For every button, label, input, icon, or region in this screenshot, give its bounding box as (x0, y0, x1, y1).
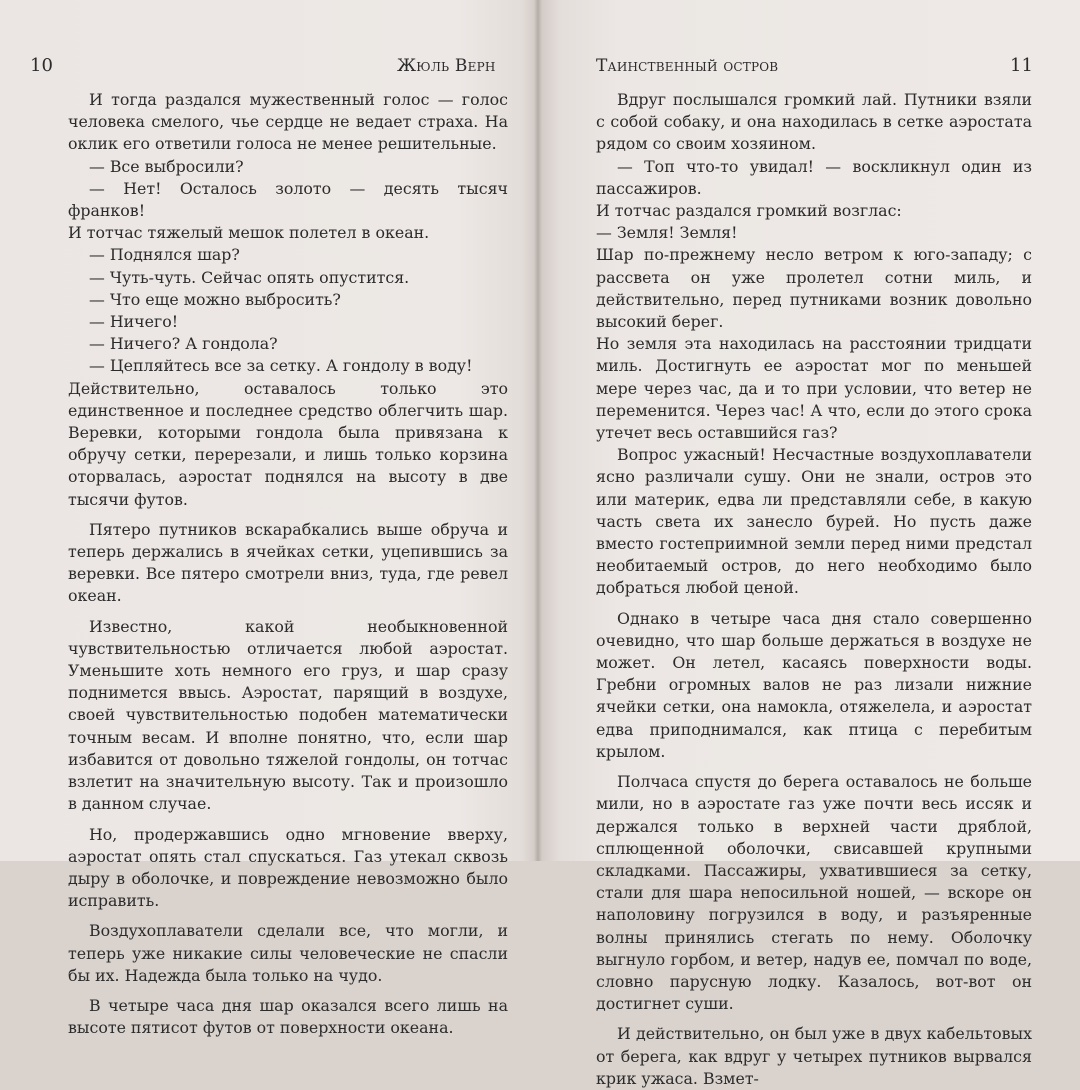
dialogue-line: — Нет! Осталось золото — десять тысяч франков! (68, 178, 508, 221)
paragraph: Но земля эта находилась на расстоянии тридцати миль. Достигнуть ее аэростат мог по меньшей мере через час, да и то при условии, что ветер не переменится. Через час! А что, если до этого срока утечет весь оставшийся газ? (596, 334, 1032, 443)
dialogue-line: — Поднялся шар? (89, 245, 240, 265)
page-number-right: 11 (1010, 55, 1033, 76)
paragraph: Шар по-прежнему несло ветром к юго-западу; с рассвета он уже пролетел сотни миль, и действительно, перед путниками возник довольно высокий берег. (596, 245, 1032, 332)
running-head-title: Таинственный остров (596, 56, 779, 76)
paragraph: Пятеро путников вскарабкались выше обруча и теперь держались в ячейках сетки, уцепившись за веревки. Все пятеро смотрели вниз, туда, где ревел океан. (68, 519, 508, 606)
paragraph: И тотчас раздался громкий возглас: (596, 201, 902, 221)
dialogue-line: — Все выбросили? (89, 156, 244, 176)
dialogue-line: — Что еще можно выбросить? (89, 289, 341, 309)
page-number-left: 10 (30, 55, 53, 76)
paragraph: Вопрос ужасный! Несчастные воздухоплаватели ясно различали сушу. Они не знали, остров это или материк, едва ли представляли себе, в какую часть света их занесло бурей. Но пусть даже вместо гостеприимной земли перед ними предстал необитаемый остров, до него необходимо было добраться любой ценой. (596, 445, 1032, 598)
paragraph: И тотчас тяжелый мешок полетел в океан. (68, 223, 430, 243)
paragraph: В четыре часа дня шар оказался всего лишь на высоте пятисот футов от поверхности океана. (68, 995, 508, 1038)
dialogue-line: — Земля! Земля! (596, 223, 738, 243)
paragraph: Вдруг послышался громкий лай. Путники взяли с собой собаку, и она находилась в сетке аэростата рядом со своим хозяином. (596, 90, 1032, 154)
dialogue-line: — Ничего? А гондола? (89, 334, 278, 354)
paragraph: И действительно, он был уже в двух кабельтовых от берега, как вдруг у четырех путников вырвался крик ужаса. Взмет- (596, 1024, 1032, 1088)
right-page (538, 0, 1080, 1088)
left-page (0, 0, 538, 1038)
dialogue-line: — Топ что-то увидал! — воскликнул один из пассажиров. (596, 156, 1032, 198)
paragraph: Воздухоплаватели сделали все, что могли, и теперь уже никакие силы человеческие не спасли бы их. Надежда была только на чудо. (68, 921, 508, 985)
right-page-body (596, 89, 1032, 1090)
paragraph: Действительно, оставалось только это единственное и последнее средство облегчить шар. Веревки, которыми гондола была привязана к обручу сетки, перерезали, и лишь только корзина оторвалась, аэростат поднялся на высоту в две тысячи футов. (68, 378, 508, 509)
book-gutter (534, 0, 542, 861)
paragraph: Полчаса спустя до берега оставалось не больше мили, но в аэростате газ уже почти весь иссяк и держался только в верхней части дряблой, сплющенной оболочки, свисавшей крупными складками. Пассажиры, ухватившиеся за сетку, стали для шара непосильной ношей, — вскоре он наполовину погрузился в воду, и разъяренные волны принялись стегать по нему. Оболочку выгнуло горбом, и ветер, надув ее, помчал по воде, словно парусную лодку. Казалось, вот-вот он достигнет суши. (596, 772, 1032, 1014)
dialogue-line: — Цепляйтесь все за сетку. А гондолу в воду! (89, 356, 473, 376)
paragraph: Известно, какой необыкновенной чувствительностью отличается любой аэростат. Уменьшите хоть немного его груз, и шар сразу поднимется ввысь. Аэростат, парящий в воздухе, своей чувствительностью подобен математически точным весам. И вполне понятно, что, если шар избавится от довольно тяжелой гондолы, он тотчас взлетит на значительную высоту. Так и произошло в данном случае. (68, 616, 508, 814)
paragraph: Но, продержавшись одно мгновение вверху, аэростат опять стал спускаться. Газ утекал сквозь дыру в оболочке, и повреждение невозможно было исправить. (68, 824, 508, 911)
paragraph: И тогда раздался мужественный голос — голос человека смелого, чье сердце не ведает страха. На оклик его ответили голоса не менее решительные. (68, 90, 508, 154)
dialogue-line: — Чуть-чуть. Сейчас опять опустится. (89, 267, 410, 287)
paragraph: Однако в четыре часа дня стало совершенно очевидно, что шар больше держаться в воздухе не может. Он летел, касаясь поверхности воды. Гребни огромных валов не раз лизали нижние ячейки сетки, она намокла, отяжелела, и аэростат едва приподнимался, как птица с перебитым крылом. (596, 608, 1032, 761)
running-head-author: Жюль Верн (397, 56, 496, 76)
left-page-body (68, 89, 508, 1039)
dialogue-line: — Ничего! (89, 312, 179, 332)
